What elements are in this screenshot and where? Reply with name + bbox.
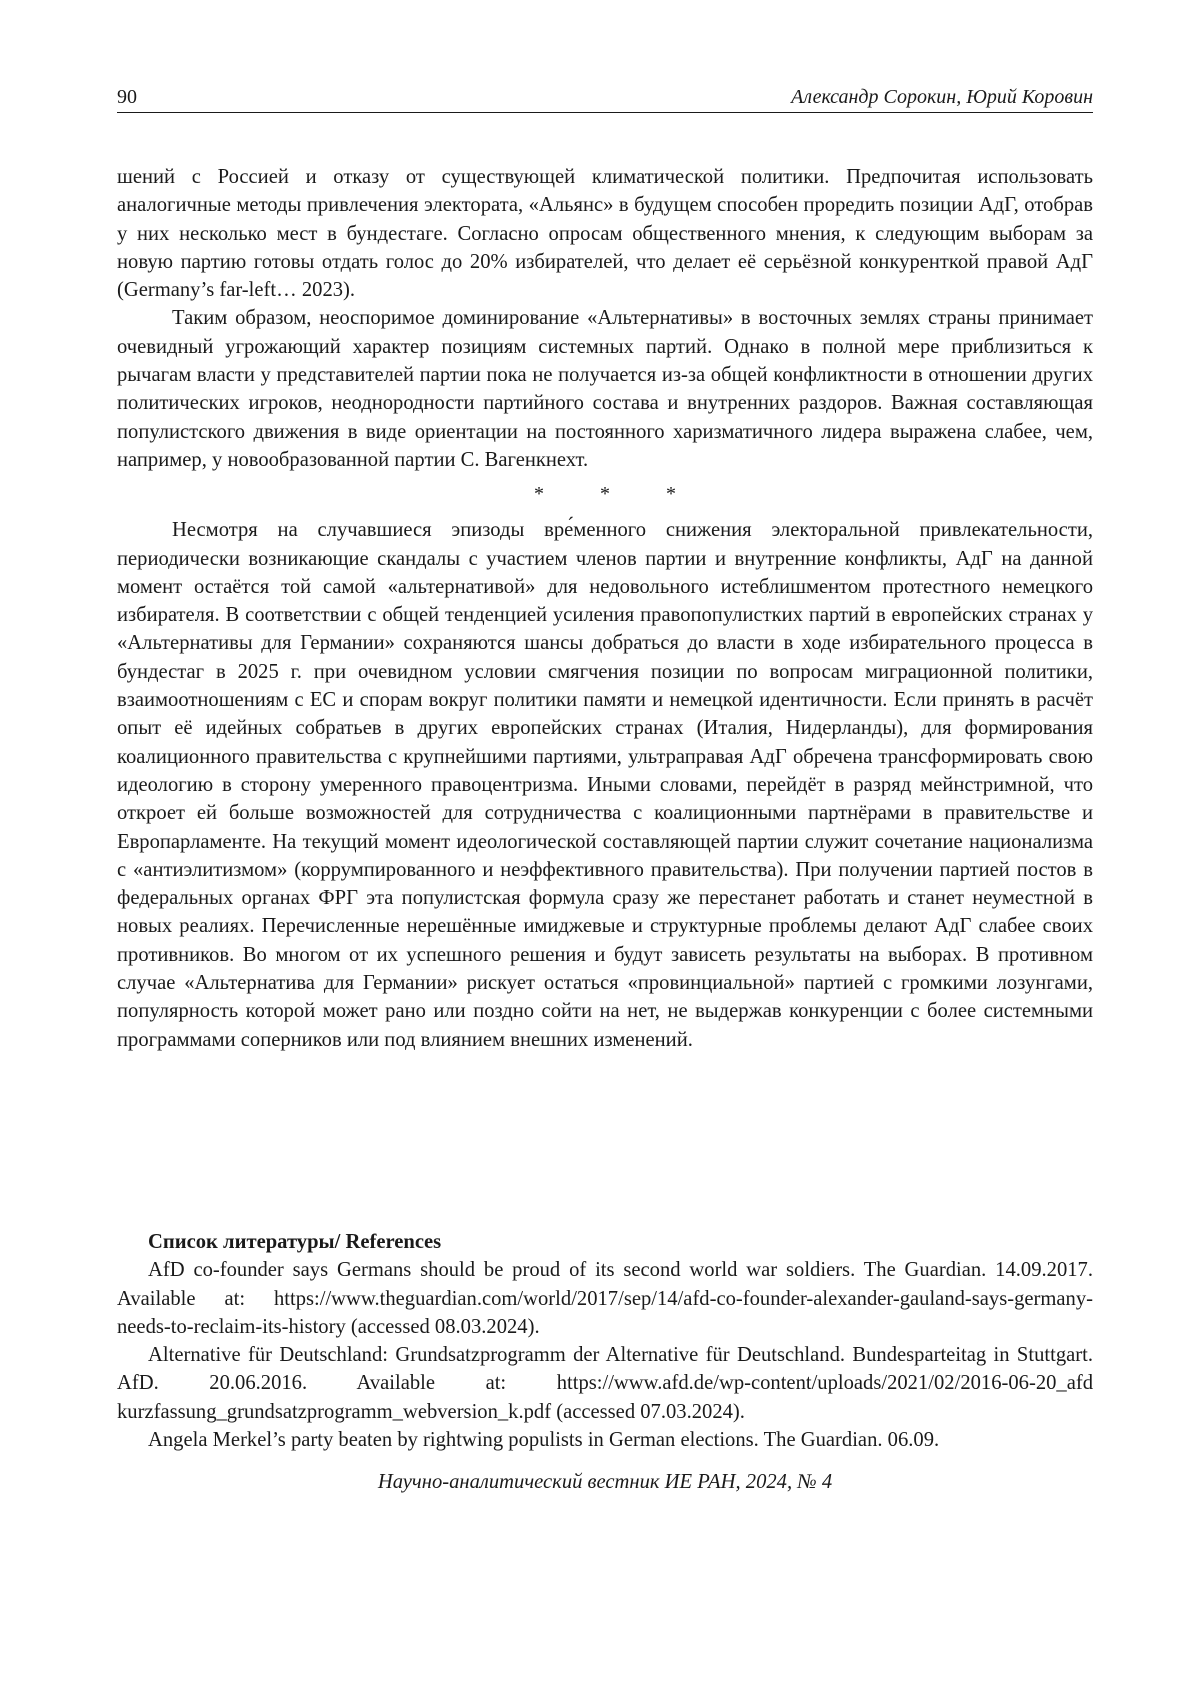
- journal-footer: Научно-аналитический вестник ИЕ РАН, 2024, № 4: [377, 1471, 833, 1493]
- page-number: 90: [117, 86, 137, 108]
- separator-asterisk: *: [534, 483, 544, 506]
- article-body: [117, 163, 1093, 1054]
- references-section: [117, 1228, 1093, 1454]
- journal-page: [117, 0, 1093, 1698]
- references-title: Список литературы/ References: [148, 1231, 442, 1253]
- paragraph-continuation: шений с Россией и отказу от существующей климатической политики. Предпочитая использовать аналогичные методы привлечения электората, «Альянс» в будущем способен проредить позиции АдГ, отобрав у них несколько мест в бундестаге. Согласно опросам общественного мнения, к следующим выборам за новую партию готовы отдать голос до 20% избирателей, что делает её серьёзной конкуренткой правой АдГ (Germany’s far-left… 2023).: [117, 166, 1093, 302]
- reference-entry: Angela Merkel’s party beaten by rightwing populists in German elections. The Guardian. 06.09.: [148, 1429, 940, 1452]
- separator-asterisk: *: [600, 483, 610, 506]
- running-header: [117, 84, 1093, 113]
- section-separator: [117, 480, 1093, 508]
- conclusion-paragraph: Несмотря на случавшиеся эпизоды вре́менного снижения электоральной привлекательности, периодически возникающие скандалы с участием членов партии и внутренние конфликты, АдГ на данной момент остаётся той самой «альтернативой» для недовольного истеблишментом протестного немецкого избирателя. В соответствии с общей тенденцией усиления правопопулистких партий в европейских странах у «Альтернативы для Германии» сохраняются шансы добраться до власти в ходе избирательного процесса в бундестаг в 2025 г. при очевидном условии смягчения позиции по вопросам миграционной политики, взаимоотношениям с ЕС и спорам вокруг политики памяти и немецкой идентичности. Если принять в расчёт опыт её идейных собратьев в других европейских странах (Италия, Нидерланды), для формирования коалиционного правительства с крупнейшими партиями, ультраправая АдГ обречена трансформировать свою идеологию в сторону умеренного правоцентризма. Иными словами, перейдёт в разряд мейнстримной, что откроет ей больше возможностей для сотрудничества с коалиционными партнёрами в правительстве и Европарламенте. На текущий момент идеологической составляющей партии служит сочетание национализма с «антиэлитизмом» (коррумпированного и неэффективного правительства). При получении партией постов в федеральных органах ФРГ эта популистская формула сразу же перестанет работать и станет неуместной в новых реалиях. Перечисленные нерешённые имиджевые и структурные проблемы делают АдГ слабее своих противников. Во многом от их успешного решения и будут зависеть результаты на выборах. В противном случае «Альтернатива для Германии» рискует остаться «провинциальной» партией с громкими лозунгами, популярность которой может рано или поздно сойти на нет, не выдержав конкуренции с более системными программами соперников или под влиянием внешних изменений.: [117, 519, 1093, 1051]
- header-authors: Александр Сорокин, Юрий Коровин: [791, 86, 1093, 108]
- reference-entry: Alternative für Deutschland: Grundsatzprogramm der Alternative für Deutschland. Bundesparteitag in Stuttgart. AfD. 20.06.2016. Available at: https://www.afd.de/wp-content/uploads/2021/02/2016-06-20_afd kurzfassung_grundsatzprogramm_webversion_k.pdf (accessed 07.03.2024).: [117, 1344, 1093, 1423]
- separator-asterisk: *: [666, 483, 676, 506]
- paragraph: Таким образом, неоспоримое доминирование «Альтернативы» в восточных землях страны принимает очевидный угрожающий характер позициям системных партий. Однако в полной мере приблизиться к рычагам власти у представителей партии пока не получается из-за общей конфликтности в отношении других политических игроков, неоднородности партийного состава и внутренних раздоров. Важная составляющая популистского движения в виде ориентации на постоянного харизматичного лидера выражена слабее, чем, например, у новообразованной партии С. Вагенкнехт.: [117, 307, 1093, 471]
- reference-entry: AfD co-founder says Germans should be proud of its second world war soldiers. The Guardian. 14.09.2017. Available at: https://www.theguardian.com/world/2017/sep/14/afd-co-founder-alexander-gauland-says-germany-needs-to-reclaim-its-history (accessed 08.03.2024).: [117, 1259, 1093, 1338]
